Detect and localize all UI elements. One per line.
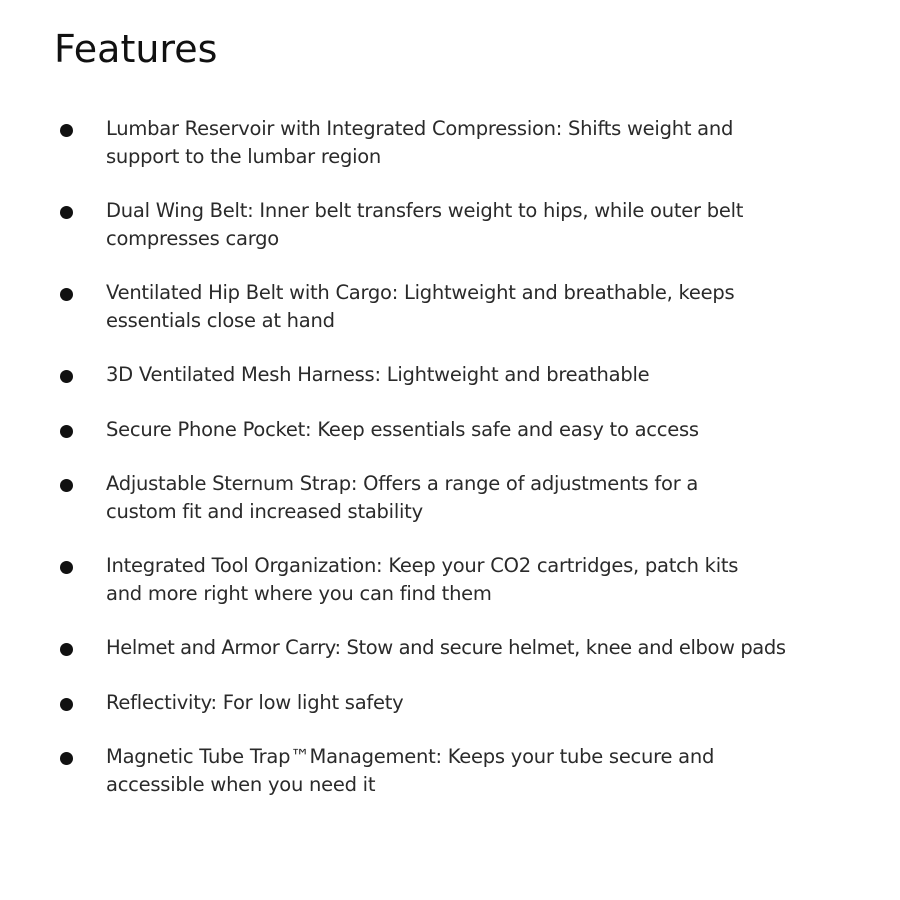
list-item [0, 743, 900, 798]
feature-text: Secure Phone Pocket: Keep essentials safe and easy to access [106, 417, 699, 441]
bullet-icon [60, 643, 73, 656]
list-item [0, 279, 900, 334]
list-item [0, 634, 900, 662]
feature-text: Helmet and Armor Carry: Stow and secure helmet, knee and elbow pads [106, 636, 786, 659]
bullet-icon [60, 370, 73, 383]
feature-text: Lumbar Reservoir with Integrated Compression: Shifts weight and support to the lumbar region [106, 117, 734, 168]
feature-text: Magnetic Tube Trap™Management: Keeps your tube secure and accessible when you need it [106, 745, 715, 796]
bullet-icon [60, 425, 73, 438]
page-title: Features [54, 27, 218, 71]
list-item [0, 689, 900, 717]
feature-text: Dual Wing Belt: Inner belt transfers weight to hips, while outer belt compresses cargo [106, 199, 744, 250]
list-item [0, 361, 900, 389]
feature-list [0, 115, 900, 825]
list-item [0, 470, 900, 525]
bullet-icon [60, 124, 73, 137]
list-item [0, 416, 900, 444]
feature-text: Adjustable Sternum Strap: Offers a range of adjustments for a custom fit and increased stability [106, 472, 699, 523]
feature-text: Integrated Tool Organization: Keep your CO2 cartridges, patch kits and more right where you can find them [106, 554, 739, 605]
bullet-icon [60, 561, 73, 574]
bullet-icon [60, 479, 73, 492]
list-item [0, 115, 900, 170]
list-item [0, 552, 900, 607]
bullet-icon [60, 206, 73, 219]
feature-text: 3D Ventilated Mesh Harness: Lightweight and breathable [106, 363, 650, 386]
bullet-icon [60, 288, 73, 301]
feature-text: Reflectivity: For low light safety [106, 690, 404, 714]
list-item [0, 197, 900, 252]
bullet-icon [60, 698, 73, 711]
bullet-icon [60, 752, 73, 765]
feature-text: Ventilated Hip Belt with Cargo: Lightweight and breathable, keeps essentials close at hand [106, 281, 735, 332]
